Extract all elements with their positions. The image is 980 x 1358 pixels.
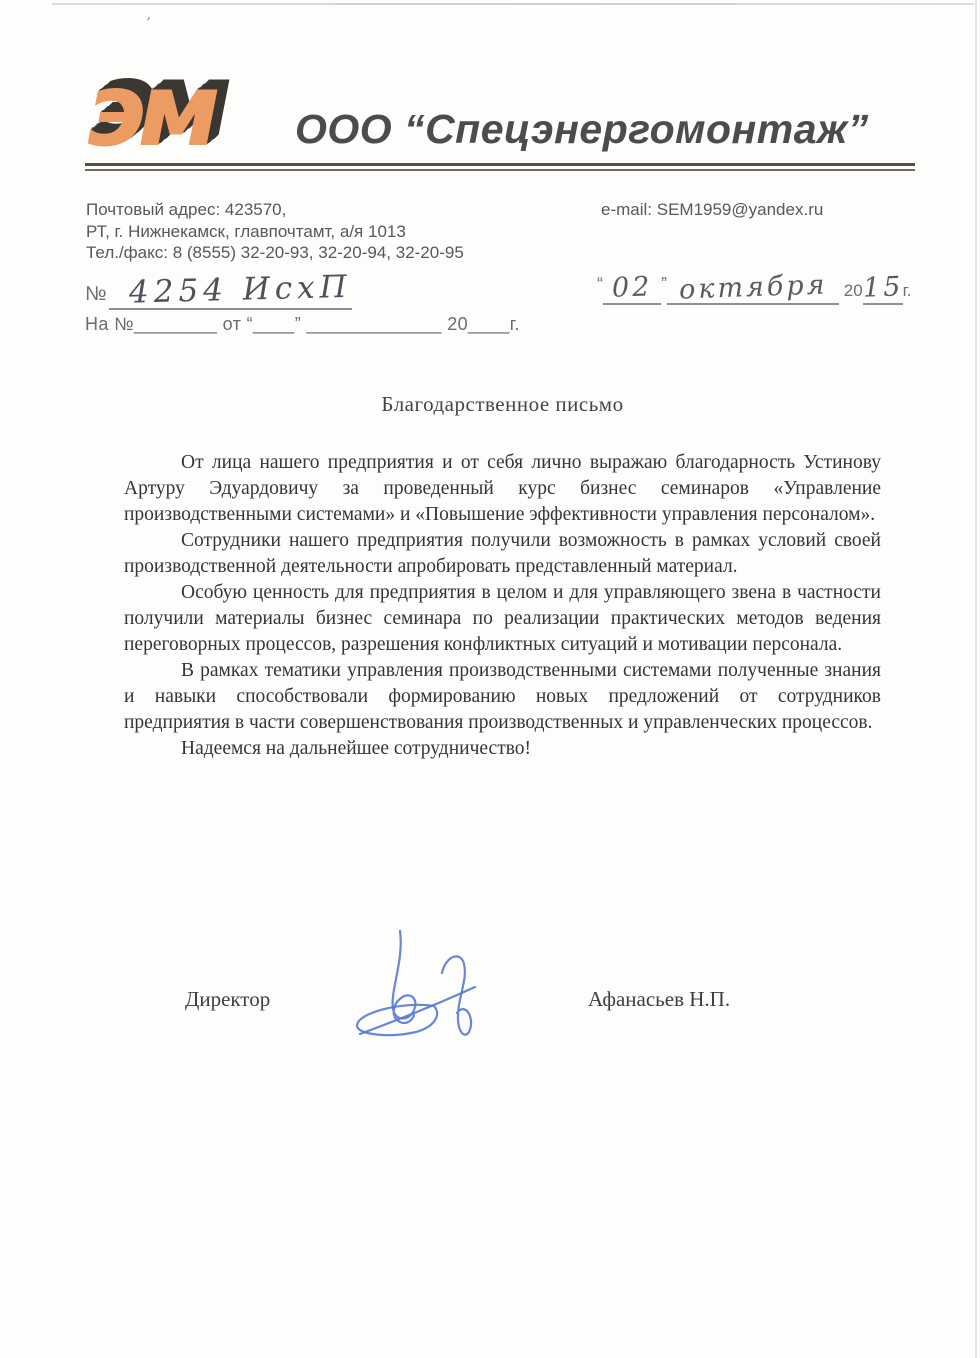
day-blank — [603, 272, 661, 305]
number-blank — [109, 268, 353, 311]
postal-address — [86, 199, 464, 264]
company-name: ООО “Спецэнергомонтаж” — [295, 106, 869, 152]
signer-position: Директор — [185, 987, 271, 1011]
date-line — [597, 269, 912, 306]
reply-reference-line: На №________ от “____” _____________ 20____г. — [85, 314, 520, 334]
year-suffix: г. — [902, 281, 912, 300]
paragraph-2: Сотрудники нашего предприятия получили возможность в рамках условий своей производственной деятельности апробировать представленный материал. — [124, 530, 881, 577]
handwritten-signature — [330, 903, 530, 1083]
signer-name: Афанасьев Н.П. — [588, 987, 731, 1011]
open-quote: “ — [597, 274, 603, 294]
letter-title: Благодарственное письмо — [381, 392, 624, 416]
month-blank — [667, 269, 839, 306]
email-address: e-mail: SEM1959@yandex.ru — [601, 200, 824, 219]
letter-body — [124, 392, 881, 762]
number-label: № — [85, 283, 107, 305]
year-blank — [863, 272, 903, 305]
address-line-3: Тел./факс: 8 (8555) 32-20-93, 32-20-94, 32-20-95 — [86, 243, 464, 262]
logo-monogram: эм — [86, 51, 212, 170]
handwritten-year: 15 — [862, 271, 904, 304]
paragraph-4: В рамках тематики управления производственными системами полученные знания и навыки способствовали формированию новых предложений от сотрудников предприятия в части совершенствования производственных и управленческих процессов. — [124, 660, 881, 733]
year-century: 20 — [843, 281, 863, 300]
scan-speck: ’ — [146, 14, 151, 32]
paragraph-1: От лица нашего предприятия и от себя лично выражаю благодарность Устинову Артуру Эдуардовичу за проведенный курс бизнес семинаров «Управление производственными системами» и «Повышение эффективности управления персоналом». — [124, 452, 881, 525]
handwritten-outgoing-number: 4254 ИсхП — [129, 268, 353, 311]
close-quote: ” — [661, 274, 667, 294]
header-divider — [85, 163, 915, 171]
scan-edge-right — [975, 0, 977, 1358]
paragraph-3: Особую ценность для предприятия в целом и для управляющего звена в частности получили материалы бизнес семинара по реализации практических методов ведения переговорных процессов, разрешения конфликтных ситуаций и мотивации персонала. — [124, 582, 881, 655]
handwritten-month: октября — [678, 269, 828, 306]
scan-edge-top — [52, 3, 974, 5]
handwritten-day: 02 — [611, 271, 653, 304]
address-line-1: Почтовый адрес: 423570, — [86, 200, 287, 219]
closing-line: Надеемся на дальнейшее сотрудничество! — [181, 738, 532, 759]
outgoing-number-line — [85, 268, 353, 311]
address-line-2: РТ, г. Нижнекамск, главпочтамт, а/я 1013 — [86, 221, 406, 241]
